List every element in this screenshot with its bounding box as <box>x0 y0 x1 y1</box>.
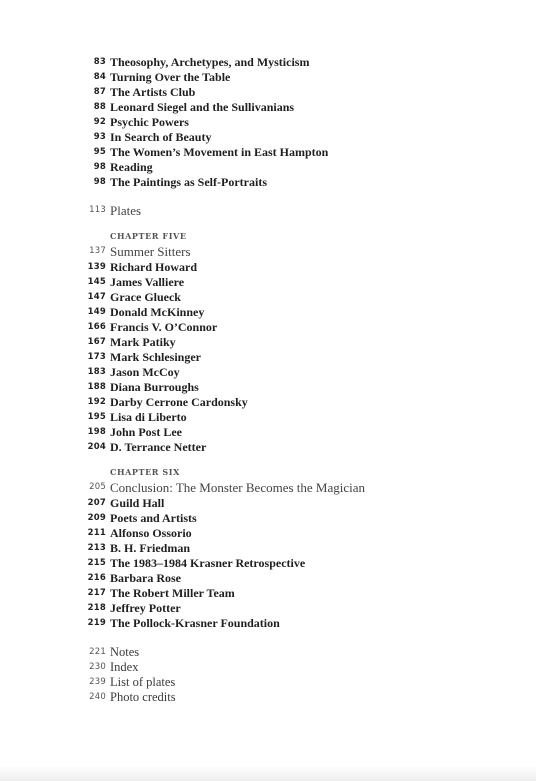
page-number: 84 <box>93 72 106 82</box>
chapter-six-entries <box>0 496 536 631</box>
toc-entry <box>0 85 536 100</box>
entry-title: Jeffrey Potter <box>110 601 181 615</box>
toc-entry <box>0 350 536 365</box>
toc-entry <box>0 365 536 380</box>
entry-title: D. Terrance Netter <box>110 440 207 454</box>
entry-title: Psychic Powers <box>110 115 189 129</box>
entry-title: John Post Lee <box>110 425 182 439</box>
chapter-five-label: CHAPTER FIVE <box>110 231 187 241</box>
entry-title: Guild Hall <box>110 496 165 510</box>
page-number: 209 <box>87 513 106 523</box>
toc-entry <box>0 335 536 350</box>
entry-title: The Robert Miller Team <box>110 586 235 600</box>
page-number: 167 <box>87 337 106 347</box>
toc-entry <box>0 160 536 175</box>
chapter-title: Conclusion: The Monster Becomes the Magician <box>110 480 366 495</box>
toc-entry <box>0 440 536 455</box>
page-number: 166 <box>87 322 106 332</box>
entry-title: Leonard Siegel and the Sullivanians <box>110 100 295 114</box>
toc-entry <box>0 175 536 190</box>
toc-entry <box>0 410 536 425</box>
page-number: 137 <box>89 246 106 256</box>
toc-entry <box>0 145 536 160</box>
table-of-contents <box>0 55 536 705</box>
page-number: 173 <box>87 352 106 362</box>
entry-title: The Artists Club <box>110 85 196 99</box>
page-number: 192 <box>87 397 106 407</box>
toc-entry <box>0 675 536 690</box>
toc-entry <box>0 260 536 275</box>
entry-title: Index <box>110 660 139 674</box>
entry-title: Plates <box>110 203 142 218</box>
toc-entry <box>0 70 536 85</box>
entry-title: Jason McCoy <box>110 365 180 379</box>
toc-entry <box>0 571 536 586</box>
entry-title: Mark Schlesinger <box>110 350 201 364</box>
toc-entry <box>0 290 536 305</box>
toc-entry <box>0 275 536 290</box>
entry-title: The 1983–1984 Krasner Retrospective <box>110 556 306 570</box>
page-number: 98 <box>93 177 106 187</box>
page-number: 195 <box>87 412 106 422</box>
page-number: 230 <box>89 662 106 672</box>
page-number: 188 <box>87 382 106 392</box>
page-number: 83 <box>93 57 106 67</box>
entry-title: Turning Over the Table <box>110 70 231 84</box>
toc-entry <box>0 541 536 556</box>
entry-title: B. H. Friedman <box>110 541 190 555</box>
entry-title: Notes <box>110 645 140 659</box>
entry-title: The Women’s Movement in East Hampton <box>110 145 329 159</box>
page-number: 87 <box>93 87 106 97</box>
page-number: 240 <box>89 692 106 702</box>
entry-title: Theosophy, Archetypes, and Mysticism <box>110 55 310 69</box>
page-number: 95 <box>93 147 106 157</box>
toc-entry <box>0 690 536 705</box>
plates-entry <box>0 202 536 219</box>
page-number: 139 <box>87 262 106 272</box>
toc-entry <box>0 130 536 145</box>
chapter-title: Summer Sitters <box>110 244 191 259</box>
toc-entry <box>0 601 536 616</box>
entry-title: List of plates <box>110 675 176 689</box>
page-number: 88 <box>93 102 106 112</box>
page-number: 213 <box>87 543 106 553</box>
back-matter-entries <box>0 645 536 705</box>
entry-title: Donald McKinney <box>110 305 205 319</box>
page-number: 145 <box>87 277 106 287</box>
toc-entry <box>0 511 536 526</box>
toc-entry <box>0 55 536 70</box>
page-number: 204 <box>87 442 106 452</box>
toc-entry <box>0 395 536 410</box>
page-number: 211 <box>87 528 106 538</box>
toc-entry <box>0 645 536 660</box>
entry-title: In Search of Beauty <box>110 130 212 144</box>
entry-title: Diana Burroughs <box>110 380 199 394</box>
page-number: 239 <box>89 677 106 687</box>
entry-title: Barbara Rose <box>110 571 181 585</box>
toc-entry <box>0 556 536 571</box>
page-number: 113 <box>89 205 106 215</box>
page-number: 198 <box>87 427 106 437</box>
toc-entry <box>0 660 536 675</box>
page-number: 93 <box>93 132 106 142</box>
page-number: 149 <box>87 307 106 317</box>
entry-title: Poets and Artists <box>110 511 197 525</box>
entry-title: Richard Howard <box>110 260 197 274</box>
chapter-five-heading <box>0 243 536 260</box>
toc-entry <box>0 320 536 335</box>
toc-entry <box>0 305 536 320</box>
toc-entry <box>0 526 536 541</box>
entry-title: Francis V. O’Connor <box>110 320 218 334</box>
entry-title: Mark Patiky <box>110 335 176 349</box>
page-number: 92 <box>93 117 106 127</box>
page-number: 147 <box>87 292 106 302</box>
entry-title: Grace Glueck <box>110 290 181 304</box>
page-number: 205 <box>89 482 106 492</box>
entry-title: James Valliere <box>110 275 185 289</box>
page-number: 218 <box>87 603 106 613</box>
toc-entry <box>0 586 536 601</box>
toc-entry <box>0 616 536 631</box>
toc-entry <box>0 100 536 115</box>
chapter-five-entries <box>0 260 536 455</box>
entry-title: Alfonso Ossorio <box>110 526 192 540</box>
chapter-six-label: CHAPTER SIX <box>110 467 180 477</box>
toc-entry <box>0 425 536 440</box>
toc-entry <box>0 115 536 130</box>
entry-title: Lisa di Liberto <box>110 410 187 424</box>
page-number: 216 <box>87 573 106 583</box>
toc-entry <box>0 496 536 511</box>
section-entries <box>0 55 536 190</box>
page-number: 217 <box>87 588 106 598</box>
entry-title: The Paintings as Self-Portraits <box>110 175 267 189</box>
entry-title: Darby Cerrone Cardonsky <box>110 395 248 409</box>
entry-title: Photo credits <box>110 690 176 704</box>
page-number: 207 <box>87 498 106 508</box>
entry-title: Reading <box>110 160 153 174</box>
toc-entry <box>0 380 536 395</box>
page-edge-shadow <box>0 767 536 781</box>
entry-title: The Pollock-Krasner Foundation <box>110 616 280 630</box>
page-number: 183 <box>87 367 106 377</box>
page-number: 221 <box>89 647 106 657</box>
page-number: 215 <box>87 558 106 568</box>
chapter-six-heading <box>0 479 536 496</box>
page-number: 219 <box>87 618 106 628</box>
page-number: 98 <box>93 162 106 172</box>
